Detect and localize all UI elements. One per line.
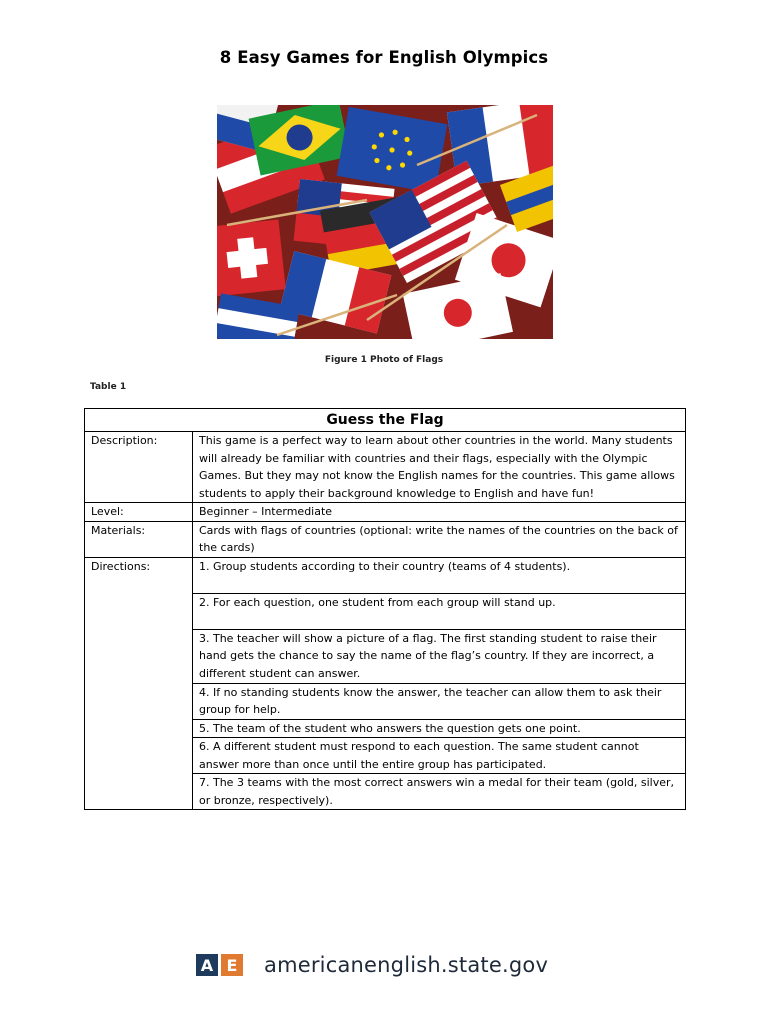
description-text: This game is a perfect way to learn about other countries in the world. Many students will already be familiar with countries and their flags, especially with the Olympic Games. But they may not know the English names for the countries. This game allows students to apply their background knowledge to English and have fun!: [193, 432, 686, 503]
footer-branding: [196, 953, 548, 977]
table-row-directions: [85, 557, 686, 593]
materials-text: Cards with flags of countries (optional: write the names of the countries on the back of the cards): [193, 521, 686, 557]
table-label: Table 1: [90, 382, 127, 392]
direction-step: 7. The 3 teams with the most correct answers win a medal for their team (gold, silver, or bronze, respectively).: [193, 774, 686, 810]
table-header-row: [85, 409, 686, 432]
table-row-description: [85, 432, 686, 503]
flags-photo: [217, 105, 553, 339]
direction-step: 6. A different student must respond to each question. The same student cannot answer more than once until the entire group has participated.: [193, 738, 686, 774]
direction-step: 1. Group students according to their country (teams of 4 students).: [193, 557, 686, 593]
materials-label: Materials:: [85, 521, 193, 557]
direction-step: 3. The teacher will show a picture of a flag. The first standing student to raise their hand gets the chance to say the name of the flag’s country. If they are incorrect, a different student can answer.: [193, 629, 686, 683]
ae-logo-a: A: [196, 954, 218, 976]
direction-step: 2. For each question, one student from each group will stand up.: [193, 593, 686, 629]
table-row-materials: [85, 521, 686, 557]
figure-caption: Figure 1 Photo of Flags: [324, 355, 444, 365]
flags-collage-image: [217, 105, 553, 339]
document-title: 8 Easy Games for English Olympics: [219, 48, 549, 67]
site-url[interactable]: americanenglish.state.gov: [264, 953, 549, 977]
game-title: Guess the Flag: [85, 409, 686, 432]
level-text: Beginner – Intermediate: [193, 503, 686, 522]
table-row-level: [85, 503, 686, 522]
direction-step: 5. The team of the student who answers the question gets one point.: [193, 719, 686, 738]
ae-logo-e: E: [221, 954, 243, 976]
directions-label: Directions:: [85, 557, 193, 810]
level-label: Level:: [85, 503, 193, 522]
game-table: [84, 408, 686, 810]
description-label: Description:: [85, 432, 193, 503]
direction-step: 4. If no standing students know the answer, the teacher can allow them to ask their group for help.: [193, 683, 686, 719]
